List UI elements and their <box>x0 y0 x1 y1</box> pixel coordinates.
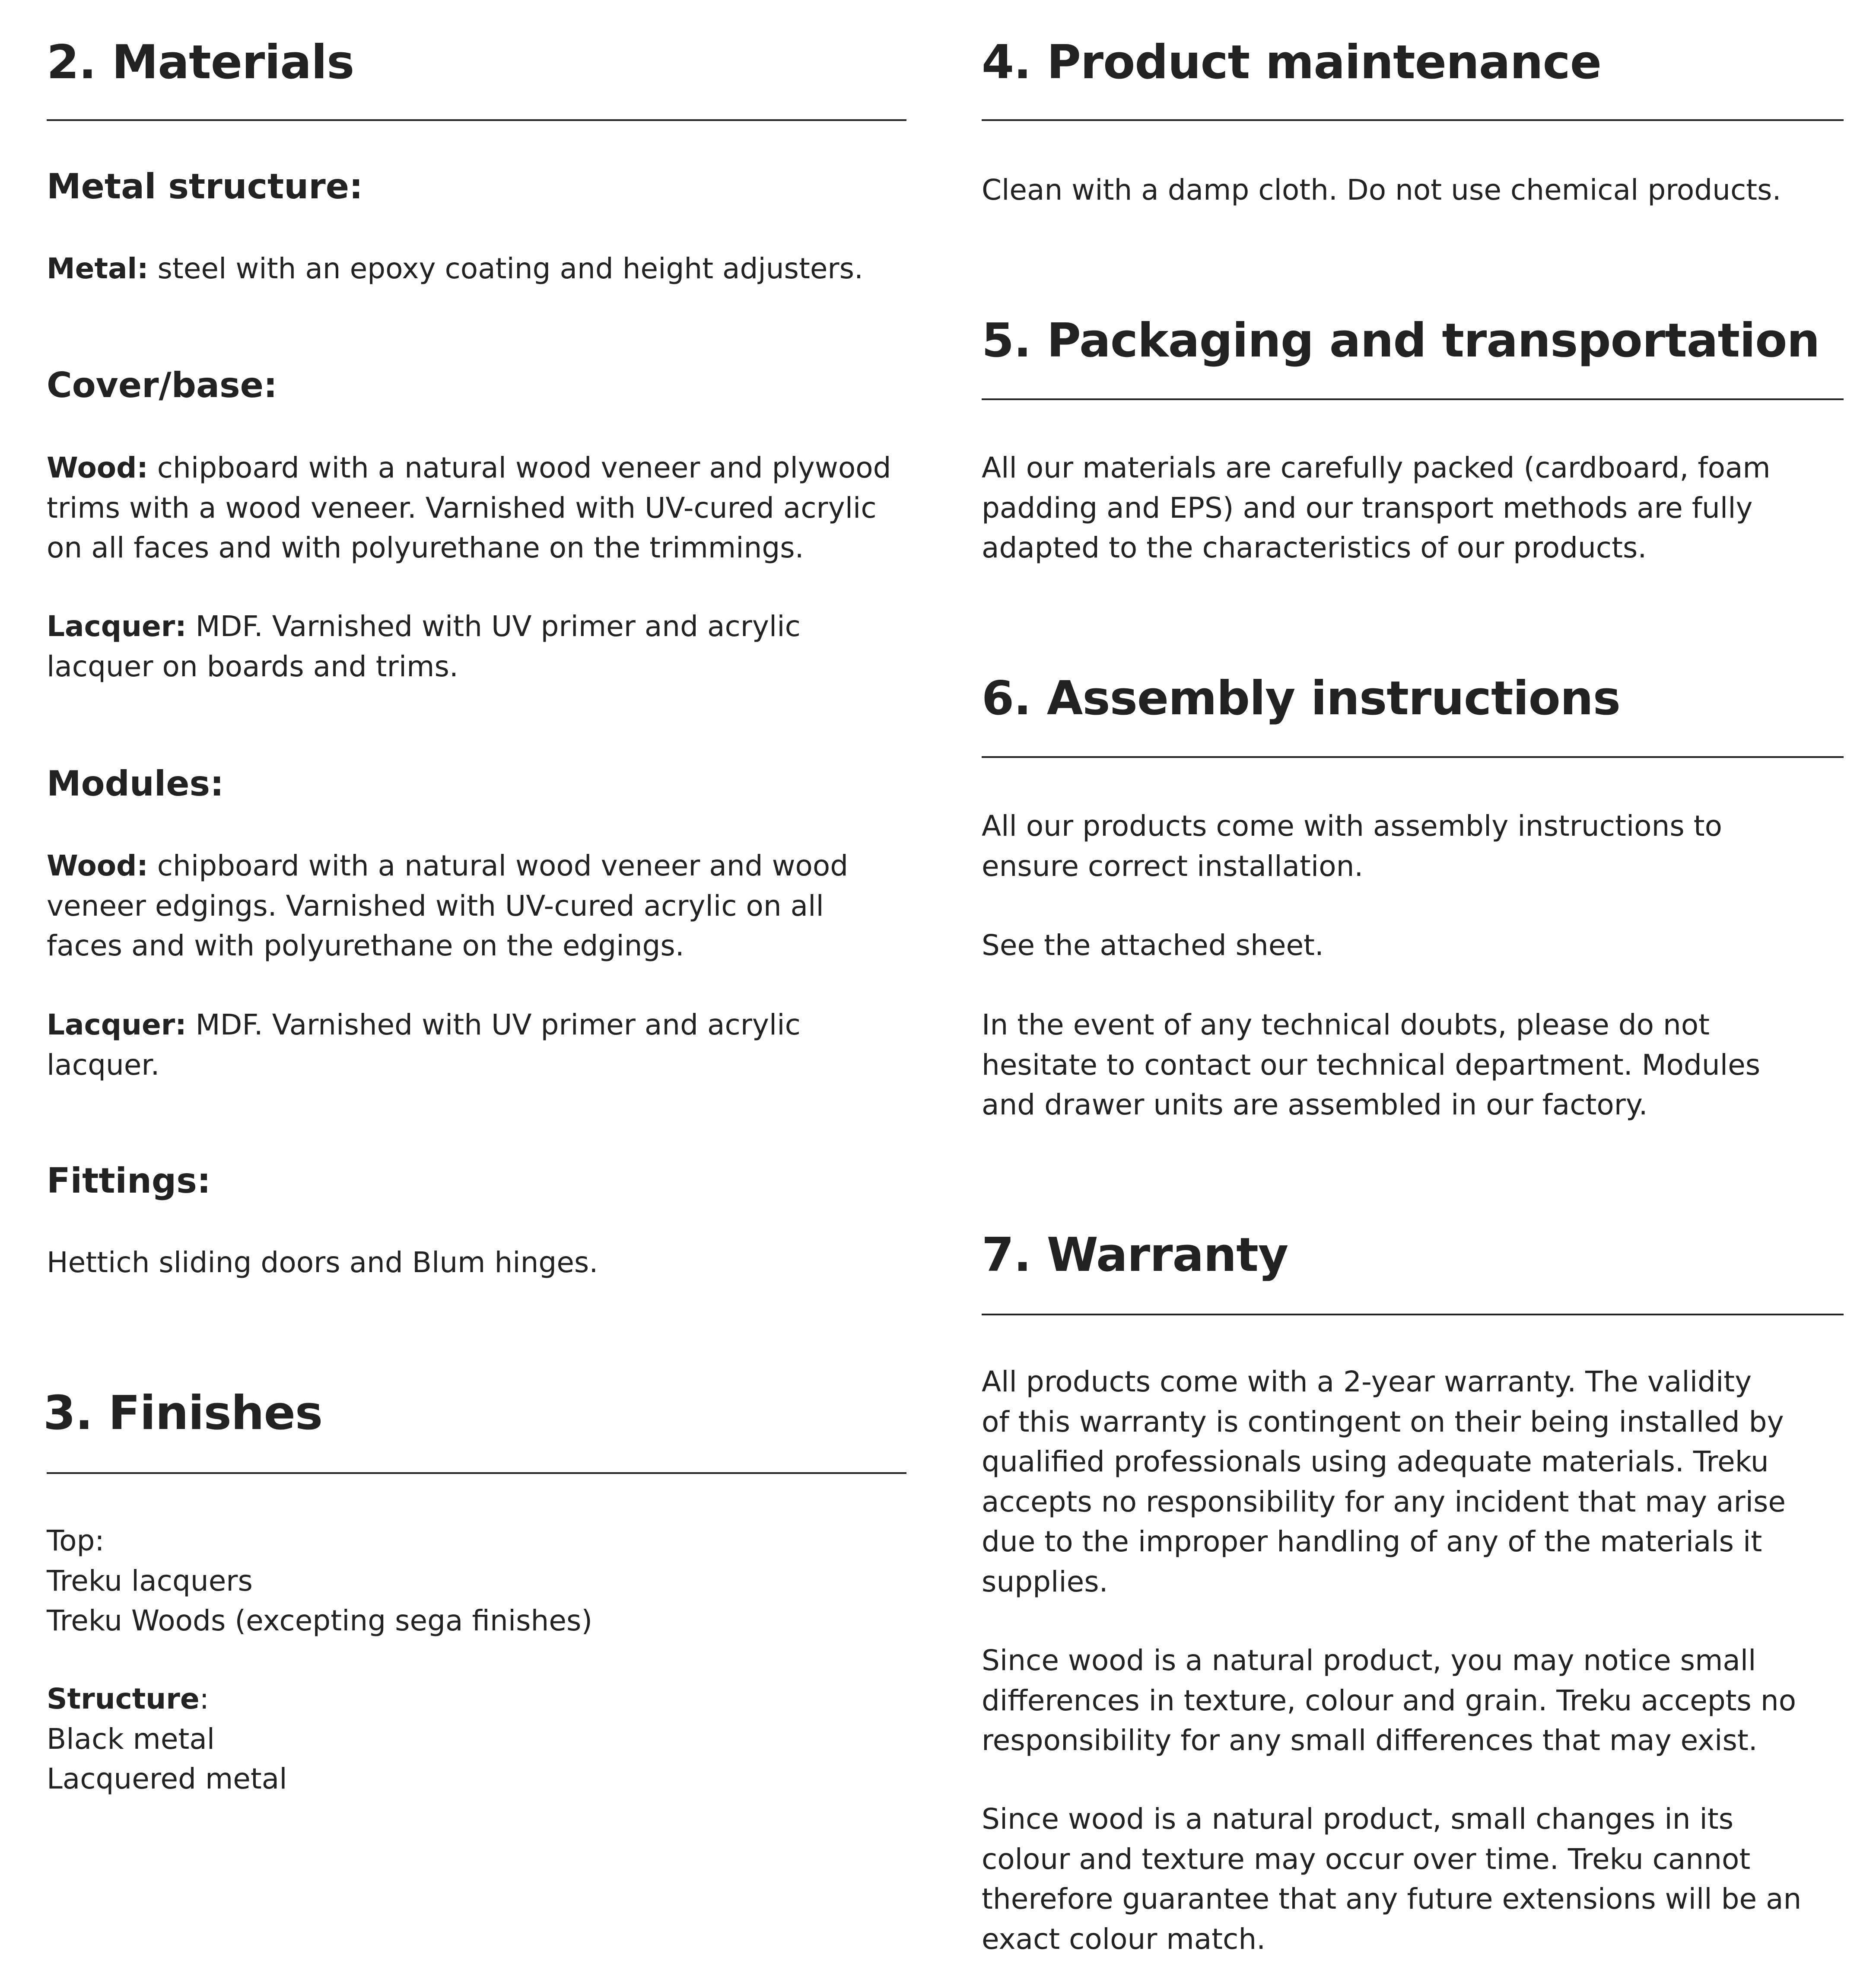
assembly-title: 6. Assembly instructions <box>982 672 1621 726</box>
finishes-structure-label: Structure <box>47 1682 200 1715</box>
assembly-p3-line: and drawer units are assembled in our factory. <box>982 1088 1648 1121</box>
maintenance-rule <box>982 119 1844 121</box>
warranty-p1-line: All products come with a 2-year warranty. The validity <box>982 1365 1752 1398</box>
finishes-structure-colon: : <box>199 1682 209 1715</box>
assembly-paragraph-3 <box>982 1005 1844 1125</box>
warranty-p2-line: responsibility for any small differences that may exist. <box>982 1724 1758 1757</box>
maintenance-title: 4. Product maintenance <box>982 35 1601 89</box>
warranty-p1-line: due to the improper handling of any of the materials it <box>982 1525 1762 1558</box>
warranty-p1-line: supplies. <box>982 1565 1108 1598</box>
modules-wood-lead: Wood: <box>47 849 148 882</box>
finishes-structure-item: Lacquered metal <box>47 1762 287 1795</box>
assembly-rule <box>982 756 1844 758</box>
cover-wood-line1: chipboard with a natural wood veneer and plywood <box>148 451 891 484</box>
cover-lacquer-line2: lacquer on boards and trims. <box>47 649 458 683</box>
modules-wood-line2: veneer edgings. Varnished with UV-cured acrylic on all <box>47 889 824 923</box>
assembly-p1-line: All our products come with assembly instructions to <box>982 809 1723 843</box>
modules-lacquer-lead: Lacquer: <box>47 1008 187 1041</box>
warranty-p3-line: exact colour match. <box>982 1922 1266 1956</box>
assembly-p1-line: ensure correct installation. <box>982 849 1364 883</box>
warranty-p2-line: Since wood is a natural product, you may notice small <box>982 1644 1756 1677</box>
modules-heading: Modules: <box>47 764 224 804</box>
warranty-p3-line: therefore guarantee that any future extensions will be an <box>982 1882 1802 1916</box>
modules-wood-line1: chipboard with a natural wood veneer and wood <box>148 849 849 882</box>
modules-lacquer-line2: lacquer. <box>47 1048 160 1082</box>
cover-lacquer-paragraph <box>47 607 906 687</box>
assembly-p2-line: See the attached sheet. <box>982 929 1324 962</box>
metal-lead: Metal: <box>47 252 149 285</box>
cover-base-heading: Cover/base: <box>47 365 277 405</box>
warranty-p3-line: colour and texture may occur over time. Treku cannot <box>982 1842 1751 1876</box>
assembly-p3-line: hesitate to contact our technical department. Modules <box>982 1048 1761 1082</box>
warranty-rule <box>982 1314 1844 1315</box>
materials-rule <box>47 119 906 121</box>
modules-lacquer-paragraph <box>47 1005 906 1085</box>
cover-lacquer-lead: Lacquer: <box>47 610 187 643</box>
finishes-top-item: Treku lacquers <box>47 1564 253 1598</box>
warranty-paragraph-2 <box>982 1641 1844 1761</box>
warranty-p2-line: differences in texture, colour and grain. Treku accepts no <box>982 1684 1797 1717</box>
packaging-rule <box>982 398 1844 400</box>
warranty-title: 7. Warranty <box>982 1228 1288 1282</box>
warranty-p1-line: qualified professionals using adequate materials. Treku <box>982 1445 1769 1478</box>
packaging-line: padding and EPS) and our transport methods are fully <box>982 491 1753 525</box>
packaging-line: adapted to the characteristics of our products. <box>982 531 1647 564</box>
metal-structure-heading: Metal structure: <box>47 166 363 207</box>
fittings-paragraph <box>47 1243 906 1283</box>
finishes-top-block <box>47 1521 906 1641</box>
packaging-title: 5. Packaging and transportation <box>982 314 1820 368</box>
packaging-line: All our materials are carefully packed (cardboard, foam <box>982 451 1771 484</box>
assembly-p3-line: In the event of any technical doubts, please do not <box>982 1008 1710 1041</box>
cover-wood-lead: Wood: <box>47 451 148 484</box>
finishes-top-label: Top: <box>47 1524 105 1557</box>
warranty-paragraph-3 <box>982 1799 1844 1959</box>
finishes-rule <box>47 1472 906 1474</box>
finishes-structure-item: Black metal <box>47 1722 215 1756</box>
metal-text: steel with an epoxy coating and height adjusters. <box>148 252 863 285</box>
warranty-paragraph-1 <box>982 1362 1844 1602</box>
cover-lacquer-line1: MDF. Varnished with UV primer and acrylic <box>186 610 801 643</box>
assembly-paragraph-1 <box>982 806 1844 886</box>
finishes-structure-block <box>47 1679 906 1799</box>
finishes-top-item: Treku Woods (excepting sega finishes) <box>47 1604 593 1637</box>
finishes-title: 3. Finishes <box>43 1386 323 1440</box>
warranty-p1-line: of this warranty is contingent on their being installed by <box>982 1405 1784 1439</box>
warranty-p1-line: accepts no responsibility for any incident that may arise <box>982 1485 1786 1518</box>
maintenance-paragraph <box>982 170 1844 210</box>
cover-wood-line3: on all faces and with polyurethane on the trimmings. <box>47 531 804 564</box>
modules-wood-line3: faces and with polyurethane on the edgings. <box>47 929 684 962</box>
materials-title: 2. Materials <box>47 35 354 89</box>
packaging-paragraph <box>982 448 1844 568</box>
modules-lacquer-line1: MDF. Varnished with UV primer and acrylic <box>186 1008 801 1041</box>
cover-wood-paragraph <box>47 448 906 568</box>
fittings-heading: Fittings: <box>47 1161 211 1201</box>
warranty-p3-line: Since wood is a natural product, small changes in its <box>982 1802 1734 1836</box>
metal-paragraph <box>47 249 906 289</box>
assembly-paragraph-2 <box>982 926 1844 966</box>
fittings-text: Hettich sliding doors and Blum hinges. <box>47 1246 598 1279</box>
cover-wood-line2: trims with a wood veneer. Varnished with UV-cured acrylic <box>47 491 877 525</box>
modules-wood-paragraph <box>47 846 906 966</box>
maintenance-text: Clean with a damp cloth. Do not use chemical products. <box>982 173 1781 207</box>
